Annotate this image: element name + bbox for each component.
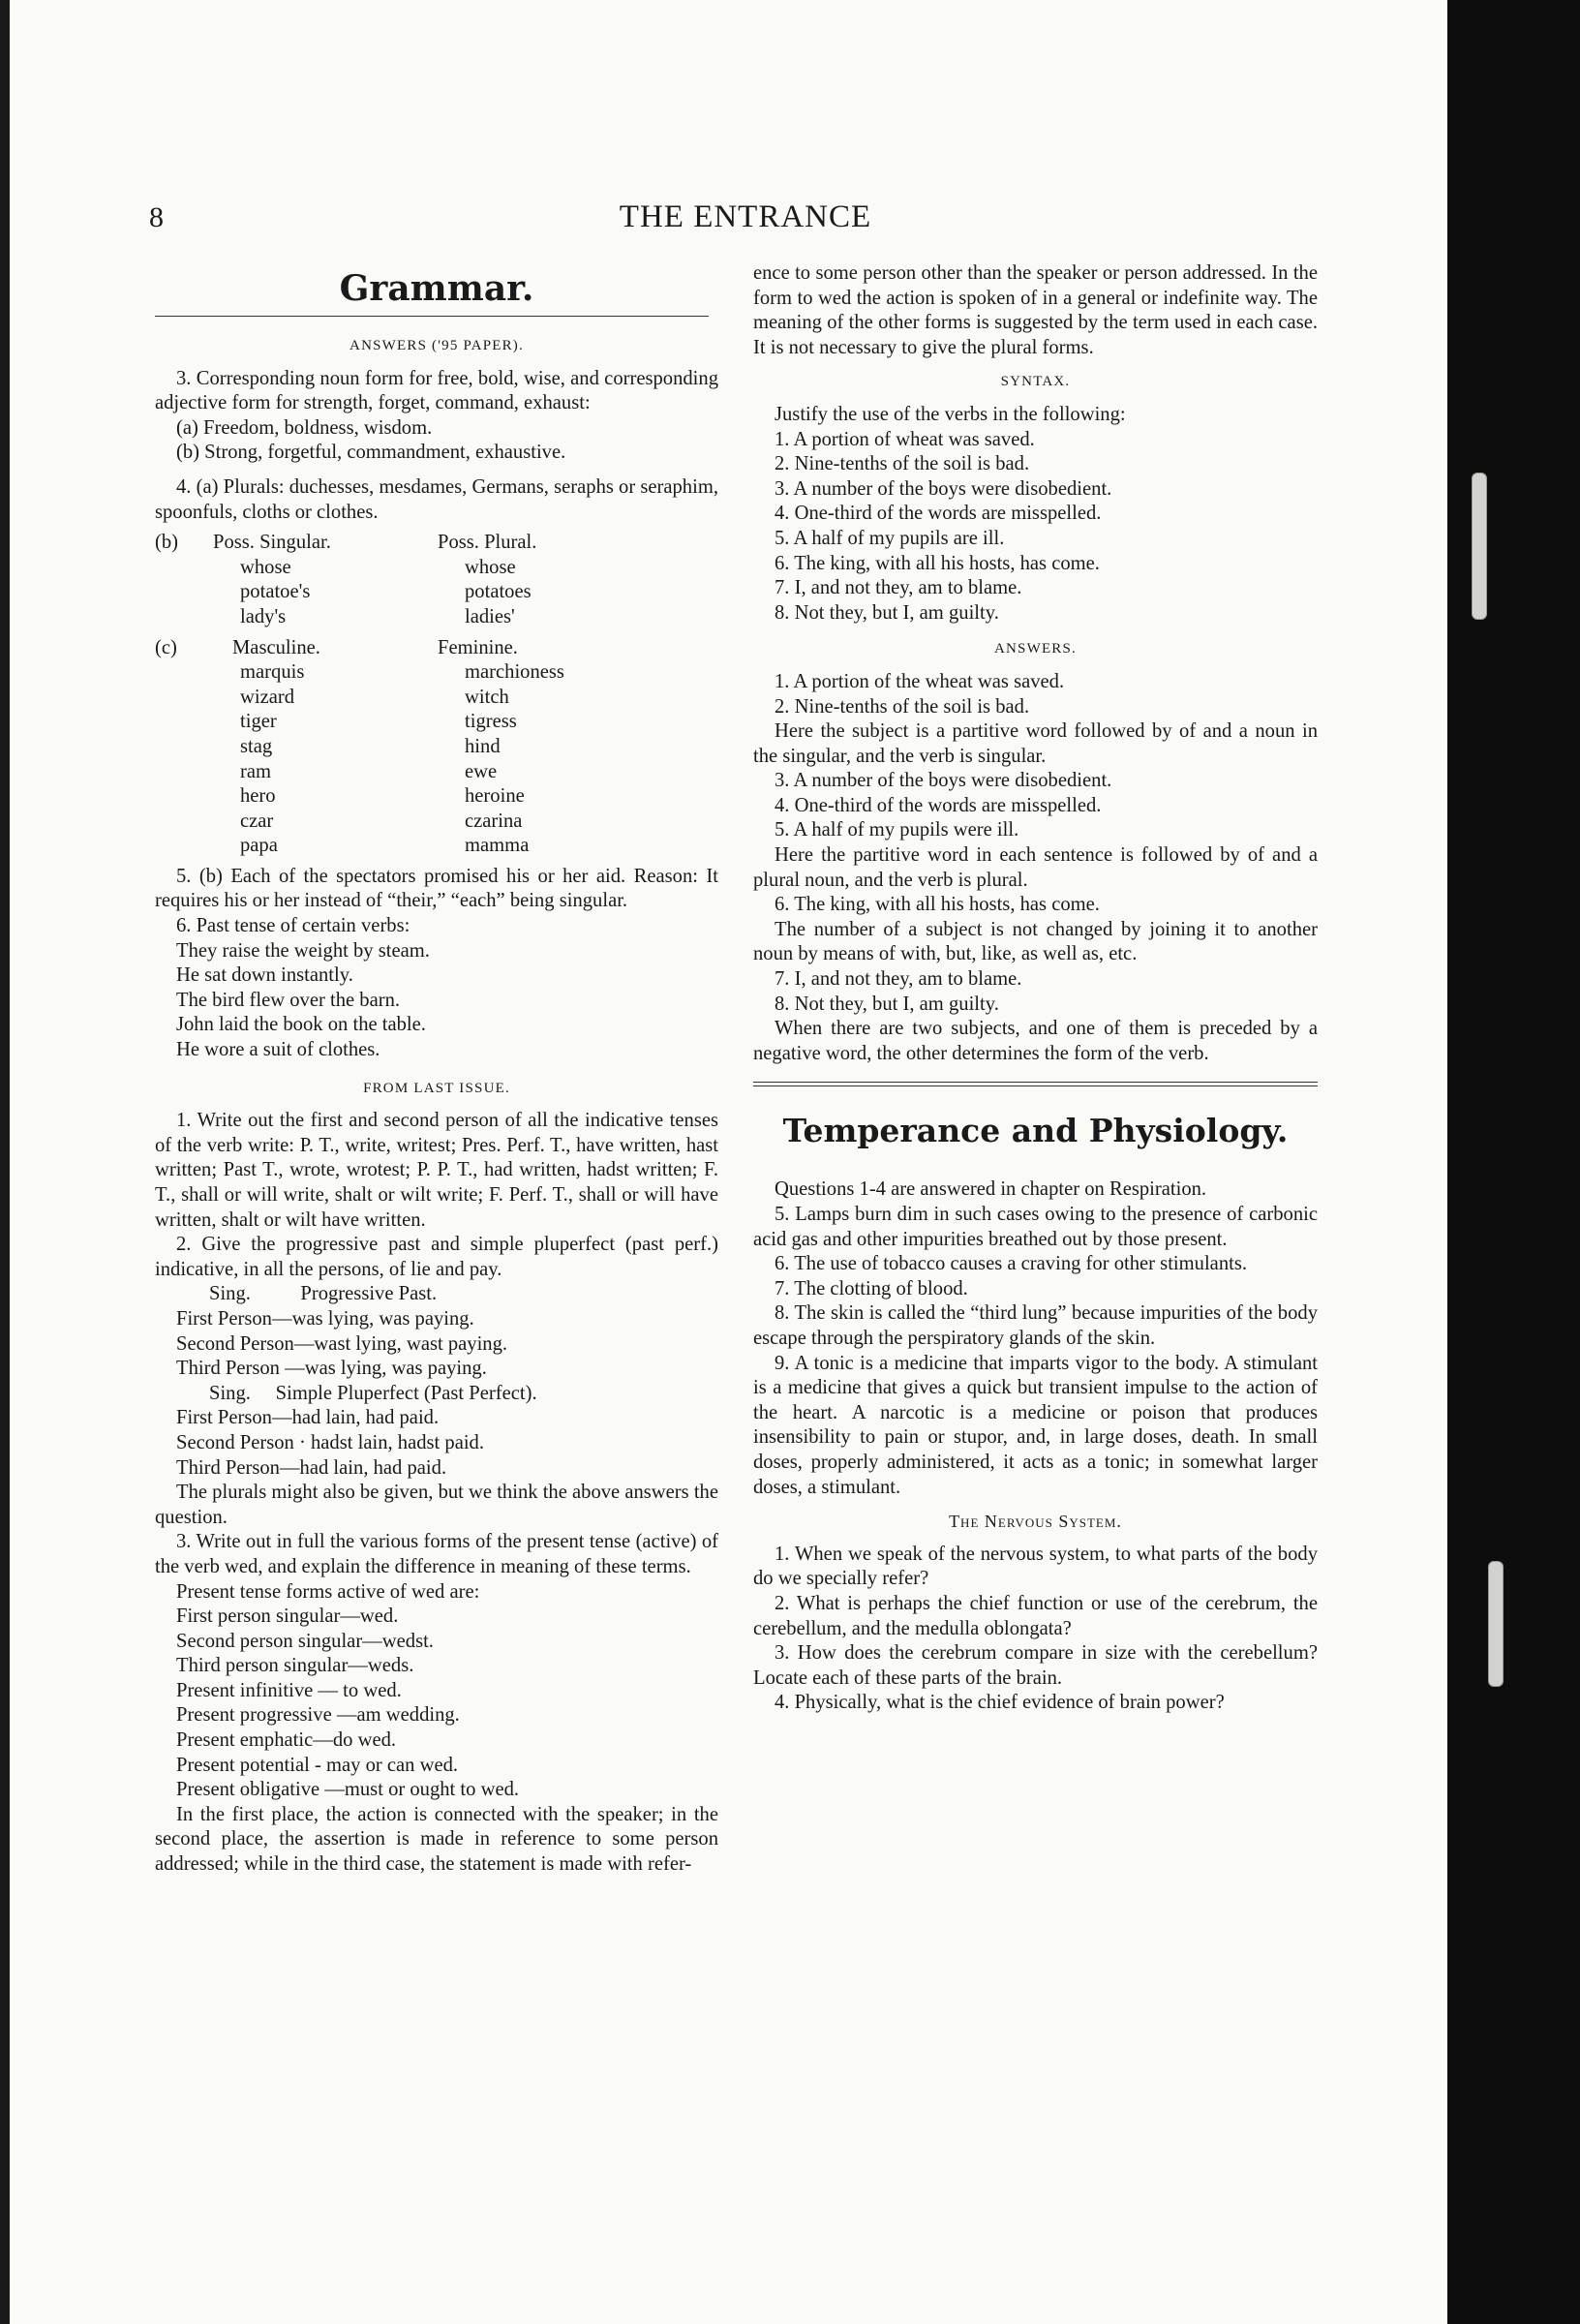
l1-text: 1. Write out the first and second person of all the indicative tenses of the verb write: P. T., write, writest; Pres. Perf. T., have written, hast written; Past T., wrote, wrotest; P. P. T., had written, hadst written; F. T., shall or will write, shalt or wilt write; F. Perf. T., shall or will have written, shalt or wilt have written. — [155, 1110, 718, 1231]
answer-line: 6. The king, with all his hosts, has come. — [775, 894, 1100, 916]
table-cell: ram — [240, 760, 272, 782]
section-double-rule — [753, 1082, 1318, 1086]
syntax-item: 5. A half of my pupils are ill. — [775, 527, 1005, 549]
gender-col2-head: Feminine. — [438, 636, 518, 658]
binding-clip-top — [1472, 473, 1487, 620]
l3-form: First person singular—wed. — [176, 1605, 399, 1628]
temperance-para: 6. The use of tobacco causes a craving for other stimulants. — [775, 1253, 1247, 1275]
left-column — [155, 261, 718, 1878]
syntax-intro: Justify the use of the verbs in the following: — [775, 403, 1126, 425]
l3-intro: Present tense forms active of wed are: — [176, 1580, 480, 1603]
q6-line: They raise the weight by steam. — [176, 939, 430, 962]
q3b: (b) Strong, forgetful, commandment, exhaustive. — [176, 442, 566, 464]
table-cell: witch — [465, 686, 509, 708]
gender-table — [155, 636, 718, 859]
table-cell: mamma — [465, 835, 530, 857]
l3-form: Present emphatic—do wed. — [176, 1729, 397, 1752]
poss-col1-head: Poss. Singular. — [213, 532, 331, 554]
syntax-item: 2. Nine-tenths of the soil is bad. — [775, 453, 1030, 475]
q3a: (a) Freedom, boldness, wisdom. — [176, 416, 433, 439]
possessive-table — [155, 531, 718, 629]
l3-form: Present progressive —am wedding. — [176, 1704, 460, 1727]
l2-prog-line: Third Person —was lying, was paying. — [176, 1358, 487, 1380]
q6-line: He sat down instantly. — [176, 964, 353, 987]
temperance-title: Temperance and Physiology. — [782, 1112, 1289, 1150]
answer-line: 2. Nine-tenths of the soil is bad. — [775, 695, 1030, 718]
table-cell: tigress — [465, 711, 517, 733]
answer-line: 4. One-third of the words are misspelled. — [775, 794, 1102, 816]
table-cell: potatoe's — [240, 581, 311, 603]
q6-line: He wore a suit of clothes. — [176, 1039, 380, 1061]
q6-text: 6. Past tense of certain verbs: — [176, 915, 410, 937]
right-column — [753, 261, 1318, 1716]
table-cell: wizard — [240, 686, 295, 708]
answer-note: The number of a subject is not changed by joining it to another noun by means of with, but, like, as well as, etc. — [753, 918, 1318, 965]
l2-plup-line: Third Person—had lain, had paid. — [176, 1456, 447, 1479]
from-last-heading: FROM LAST ISSUE. — [363, 1080, 510, 1096]
answer-line: 1. A portion of the wheat was saved. — [775, 670, 1065, 692]
table-cell: heroine — [465, 785, 525, 808]
page-number: 8 — [149, 201, 164, 233]
l2-plup-line: Second Person · hadst lain, hadst paid. — [176, 1431, 485, 1453]
running-title: THE ENTRANCE — [619, 199, 872, 234]
nervous-question: 4. Physically, what is the chief evidence of brain power? — [775, 1692, 1225, 1714]
section-rule — [155, 316, 709, 317]
continued-text: ence to some person other than the speaker or person addressed. In the form to wed the action is spoken of in a general or indefinite way. The meaning of the other forms is suggested by the term used in each case. It is not necessary to give the plural forms. — [753, 262, 1318, 358]
l3-form: Present infinitive — to wed. — [176, 1679, 402, 1701]
nervous-system-heading: The Nervous System. — [949, 1512, 1122, 1532]
answer-note: Here the subject is a partitive word followed by of and a noun in the singular, and the verb is singular. — [753, 720, 1318, 767]
l2-head2: Sing. Simple Pluperfect (Past Perfect). — [209, 1382, 537, 1404]
syntax-item: 1. A portion of wheat was saved. — [775, 428, 1035, 450]
q4-text: 4. (a) Plurals: duchesses, mesdames, Germans, seraphs or seraphim, spoonfuls, cloths or clothes. — [155, 475, 718, 523]
temperance-para: 5. Lamps burn dim in such cases owing to the presence of carbonic acid gas and other impurities breathed out by those present. — [753, 1204, 1318, 1250]
table-cell: ladies' — [465, 605, 515, 627]
poss-col2-head: Poss. Plural. — [438, 532, 537, 554]
poss-label: (b) — [155, 532, 179, 554]
table-cell: potatoes — [465, 581, 532, 603]
temperance-para: 7. The clotting of blood. — [775, 1277, 968, 1300]
table-cell: lady's — [240, 605, 287, 627]
answer-note: Here the partitive word in each sentence is followed by of and a plural noun, and the verb is plural. — [753, 844, 1318, 891]
l2-prog-line: Second Person—wast lying, wast paying. — [176, 1332, 508, 1355]
l2-head1: Sing. Progressive Past. — [209, 1283, 438, 1305]
answer-line: 5. A half of my pupils were ill. — [775, 819, 1019, 841]
l3-form: Third person singular—weds. — [176, 1655, 414, 1677]
answers-heading: ANSWERS ('95 PAPER). — [349, 338, 524, 353]
q6-line: The bird flew over the barn. — [176, 989, 401, 1011]
syntax-heading: SYNTAX. — [1000, 374, 1071, 390]
gender-label: (c) — [155, 636, 177, 658]
table-cell: hind — [465, 735, 501, 757]
l3-form: Second person singular—wedst. — [176, 1630, 434, 1652]
syntax-item: 3. A number of the boys were disobedient. — [775, 477, 1112, 500]
temperance-para: Questions 1-4 are answered in chapter on Respiration. — [775, 1178, 1207, 1201]
table-cell: marquis — [240, 661, 305, 684]
syntax-item: 4. One-third of the words are misspelled. — [775, 503, 1102, 525]
answer-line: 8. Not they, but I, am guilty. — [775, 993, 999, 1015]
q3-text: 3. Corresponding noun form for free, bold, wise, and corresponding adjective form for strength, forget, command, exhaust: — [155, 367, 718, 414]
table-cell: stag — [240, 735, 273, 757]
q6-line: John laid the book on the table. — [176, 1014, 426, 1036]
answer-note: When there are two subjects, and one of them is preceded by a negative word, the other determines the form of the verb. — [753, 1018, 1318, 1064]
syntax-item: 7. I, and not they, am to blame. — [775, 577, 1022, 599]
table-cell: tiger — [240, 711, 277, 733]
table-cell: czarina — [465, 810, 523, 832]
table-cell: papa — [240, 835, 278, 857]
l3-explanation: In the first place, the action is connected with the speaker; in the second place, the assertion is made in reference to some person addressed; while in the third case, the statement is made with refer- — [155, 1803, 718, 1876]
table-cell: whose — [465, 556, 516, 578]
gender-col1-head: Masculine. — [232, 636, 320, 658]
l3-form: Present obligative —must or ought to wed. — [176, 1779, 520, 1801]
table-cell: hero — [240, 785, 276, 808]
l2-note: The plurals might also be given, but we think the above answers the question. — [155, 1482, 718, 1528]
page-header — [145, 199, 1346, 244]
temperance-para: 8. The skin is called the “third lung” because impurities of the body escape through the perspiratory glands of the skin. — [753, 1302, 1318, 1349]
q5-text: 5. (b) Each of the spectators promised his or her aid. Reason: It requires his or her instead of “their,” “each” being singular. — [155, 865, 718, 912]
syntax-item: 8. Not they, but I, am guilty. — [775, 601, 999, 624]
scan-margin — [1447, 0, 1580, 2324]
grammar-title: Grammar. — [339, 268, 534, 309]
l3-form: Present potential - may or can wed. — [176, 1754, 459, 1776]
l2-prog-line: First Person—was lying, was paying. — [176, 1307, 474, 1330]
l2-plup-line: First Person—had lain, had paid. — [176, 1407, 440, 1429]
table-cell: ewe — [465, 760, 498, 782]
l3-text: 3. Write out in full the various forms of the present tense (active) of the verb wed, and explain the difference in meaning of these terms. — [155, 1531, 718, 1577]
syntax-answers-heading: ANSWERS. — [993, 641, 1078, 657]
table-cell: marchioness — [465, 661, 564, 684]
nervous-question: 1. When we speak of the nervous system, to what parts of the body do we specially refer? — [753, 1543, 1318, 1590]
answer-line: 7. I, and not they, am to blame. — [775, 968, 1022, 991]
l2-text: 2. Give the progressive past and simple pluperfect (past perf.) indicative, in all the persons, of lie and pay. — [155, 1234, 718, 1280]
binding-clip-bottom — [1488, 1561, 1504, 1687]
syntax-item: 6. The king, with all his hosts, has come. — [775, 552, 1100, 574]
answer-line: 3. A number of the boys were disobedient. — [775, 770, 1112, 792]
table-cell: whose — [240, 556, 291, 578]
temperance-para: 9. A tonic is a medicine that imparts vigor to the body. A stimulant is a medicine that gives a quick but transient impulse to the action of the heart. A narcotic is a medicine or poison that produces insensibility to pain or stupor, and, in large doses, death. In small doses, properly administered, it acts as a tonic; in somewhat larger doses, a stimulant. — [753, 1352, 1318, 1498]
nervous-question: 3. How does the cerebrum compare in size with the cerebellum? Locate each of these parts of the brain. — [753, 1642, 1318, 1689]
table-cell: czar — [240, 810, 274, 832]
nervous-question: 2. What is perhaps the chief function or use of the cerebrum, the cerebellum, and the medulla oblongata? — [753, 1592, 1318, 1639]
